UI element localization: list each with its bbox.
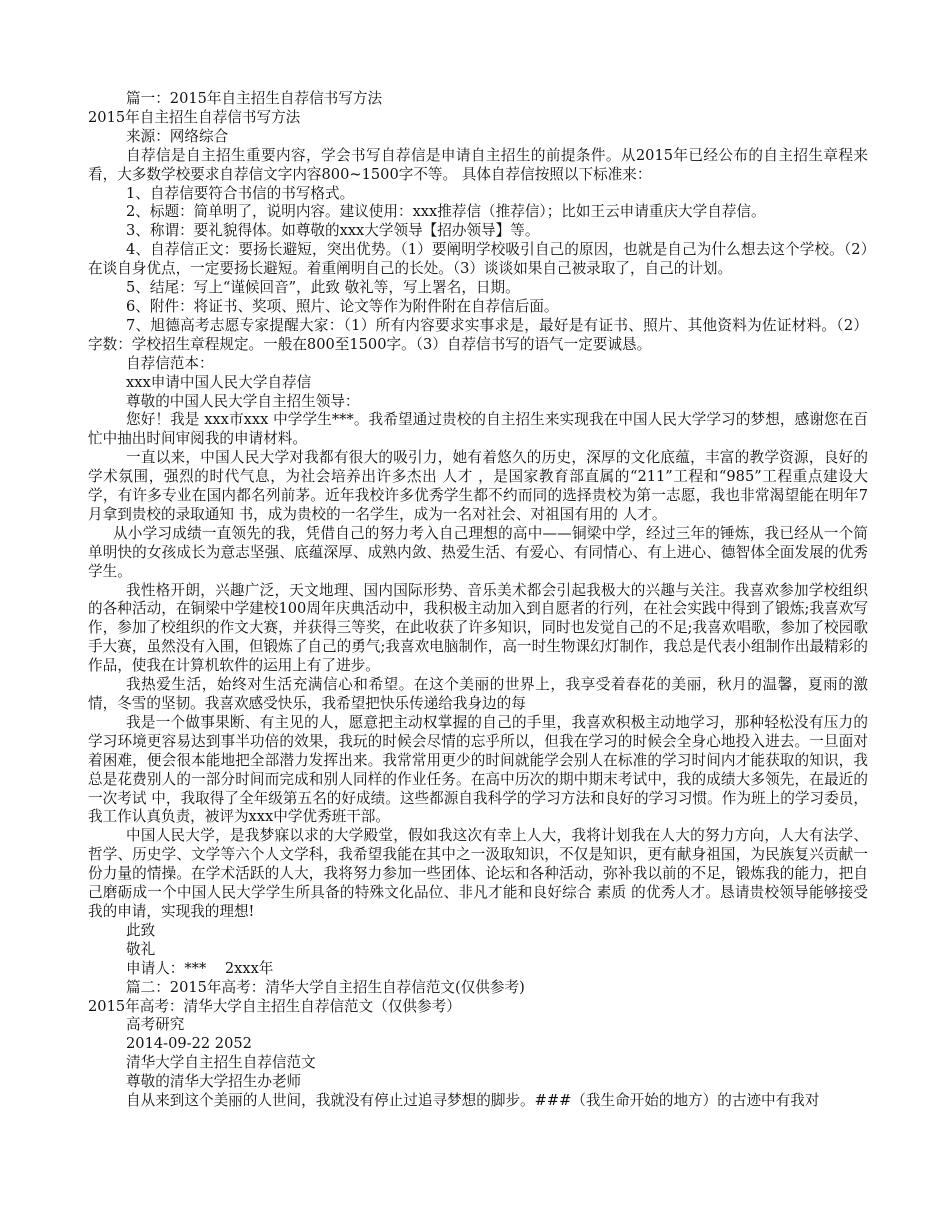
paragraph: 1、自荐信要符合书信的书写格式。 [126,184,355,202]
paragraph: 5、结尾：写上“谨候回音”，此致 敬礼等，写上署名，日期。 [126,279,520,297]
paragraph: 2015年自主招生自荐信书写方法 [88,108,301,126]
paragraph: 我是一个做事果断、有主见的人，愿意把主动权掌握的自己的手里，我喜欢积极主动地学习，那种轻松没有压力的学习环境更容易达到事半功倍的效果，我玩的时候会尽情的忘乎所以，但我在学习的时候会全身心地投入进去。一旦面对着困难，便会很本能地把全部潜力发挥出来。我常常用更少的时间就能学会别人在标准的学习时间内才能获取的知识，我总是花费别人的一部分时间而完成和别人同样的作业任务。在高中历次的期中期末考试中，我的成绩大多领先，在最近的一次考试 中，我取得了全年级第五名的好成绩。这些都源自我科学的学习方法和良好的学习习惯。作为班上的学习委员，我工作认真负责，被评为xxx中学优秀班干部。 [88,713,868,826]
paragraph: 我热爱生活，始终对生活充满信心和希望。在这个美丽的世界上，我享受着春花的美丽，秋月的温馨，夏雨的激情，冬雪的坚韧。我喜欢感受快乐，我希望把快乐传递给我身边的每 [88,676,868,712]
paragraph: 我性格开朗，兴趣广泛，天文地理、国内国际形势、音乐美术都会引起我极大的兴趣与关注。我喜欢参加学校组织的各种活动，在铜梁中学建校100周年庆典活动中，我积极主动加入到自愿者的行列，在社会实践中得到了锻炼;我喜欢写作，参加了校组织的作文大赛，并获得三等奖，在此收获了许多知识，同时也发觉自己的不足;我喜欢唱歌，参加了校园歌手大赛，虽然没有入围，但锻炼了自己的勇气;我喜欢电脑制作，高一时生物课幻灯制作，我总是代表小组制作出最精彩的作品，使我在计算机软件的运用上有了进步。 [88,581,868,675]
paragraph: 中国人民大学，是我梦寐以求的大学殿堂，假如我这次有幸上人大，我将计划我在人大的努力方向，人大有法学、哲学、历史学、文学等六个人文学科，我希望我能在其中之一汲取知识，不仅是知识，更有献身祖国，为民族复兴贡献一份力量的情操。在学术活跃的人大，我将努力参加一些团体、论坛和各种活动，弥补我以前的不足，锻炼我的能力，把自己磨砺成一个中国人民大学学生所具备的特殊文化品位、非凡才能和良好综合 素质 的优秀人才。恳请贵校领导能够接受我的申请，实现我的理想! [88,827,868,920]
paragraph: 6、附件：将证书、奖项、照片、论文等作为附件附在自荐信后面。 [126,297,559,315]
paragraph: 自荐信范本： [126,354,214,372]
paragraph: 4、自荐信正文：要扬长避短，突出优势。（1）要阐明学校吸引自己的原因，也就是自己为什么想去这个学校。（2）在谈自身优点，一定要扬长避短。着重阐明自己的长处。（3）谈谈如果自己被录取了，自己的计划。 [88,241,868,278]
paragraph: 3、称谓：要礼貌得体。如尊敬的xxx大学领导【招办领导】等。 [126,222,540,240]
paragraph: 尊敬的中国人民大学自主招生领导： [126,392,360,410]
paragraph: 清华大学自主招生自荐信范文 [126,1054,316,1072]
paragraph: 篇二：2015年高考：清华大学自主招生自荐信范文(仅供参考) [126,978,525,996]
paragraph: 敬礼 [126,940,156,958]
paragraph: 高考研究 [126,1016,185,1034]
paragraph: 2015年高考：清华大学自主招生自荐信范文（仅供参考） [88,997,461,1015]
paragraph: 自荐信是自主招生重要内容，学会书写自荐信是申请自主招生的前提条件。从2015年已经公布的自主招生章程来看，大多数学校要求自荐信文字内容800~1500字不等。 具体自荐信按照以下标准来： [88,146,868,183]
paragraph: 自从来到这个美丽的人世间，我就没有停止过追寻梦想的脚步。###（我生命开始的地方）的古迹中有我对 [126,1092,820,1110]
document-body [88,90,868,1111]
paragraph: 从小学习成绩一直领先的我，凭借自己的努力考入自己理想的高中——铜梁中学，经过三年的锤炼，我已经从一个简单明快的女孩成长为意志坚强、底蕴深厚、成熟内敛、热爱生活、有爱心、有同情心、有上进心、德智体全面发展的优秀学生。 [88,524,868,580]
paragraph: 来源：网络综合 [126,127,229,145]
paragraph: 您好！我是 xxx市xxx 中学学生***。我希望通过贵校的自主招生来实现我在中国人民大学学习的梦想，感谢您在百忙中抽出时间审阅我的申请材料。 [88,411,868,448]
paragraph: 一直以来，中国人民大学对我都有很大的吸引力，她有着悠久的历史，深厚的文化底蕴，丰富的教学资源，良好的学术氛围，强烈的时代气息，为社会培养出许多杰出 人才 ，是国家教育部直属的“211”工程和“985”工程重点建设大学，有许多专业在国内都名列前茅。近年我校许多优秀学生都不约而同的选择贵校为第一志愿，我也非常渴望能在明年7月拿到贵校的录取通知 书，成为贵校的一名学生，成为一名对社会、对祖国有用的 人才。 [88,449,868,523]
paragraph: 2014-09-22 2052 [126,1035,252,1053]
paragraph: 此致 [126,921,156,939]
paragraph: 2、标题：简单明了，说明内容。建议使用：xxx推荐信（推荐信）；比如王云申请重庆大学自荐信。 [126,203,766,221]
paragraph: 7、旭德高考志愿专家提醒大家：（1）所有内容要求实事求是，最好是有证书、照片、其他资料为佐证材料。（2）字数：学校招生章程规定。一般在800至1500字。（3）自荐信书写的语气一定要诚恳。 [88,316,868,353]
paragraph: 尊敬的清华大学招生办老师 [126,1073,302,1091]
paragraph: 申请人：*** 2xxx年 [126,959,274,977]
paragraph: 篇一：2015年自主招生自荐信书写方法 [126,90,383,107]
paragraph: xxx申请中国人民大学自荐信 [126,373,312,391]
